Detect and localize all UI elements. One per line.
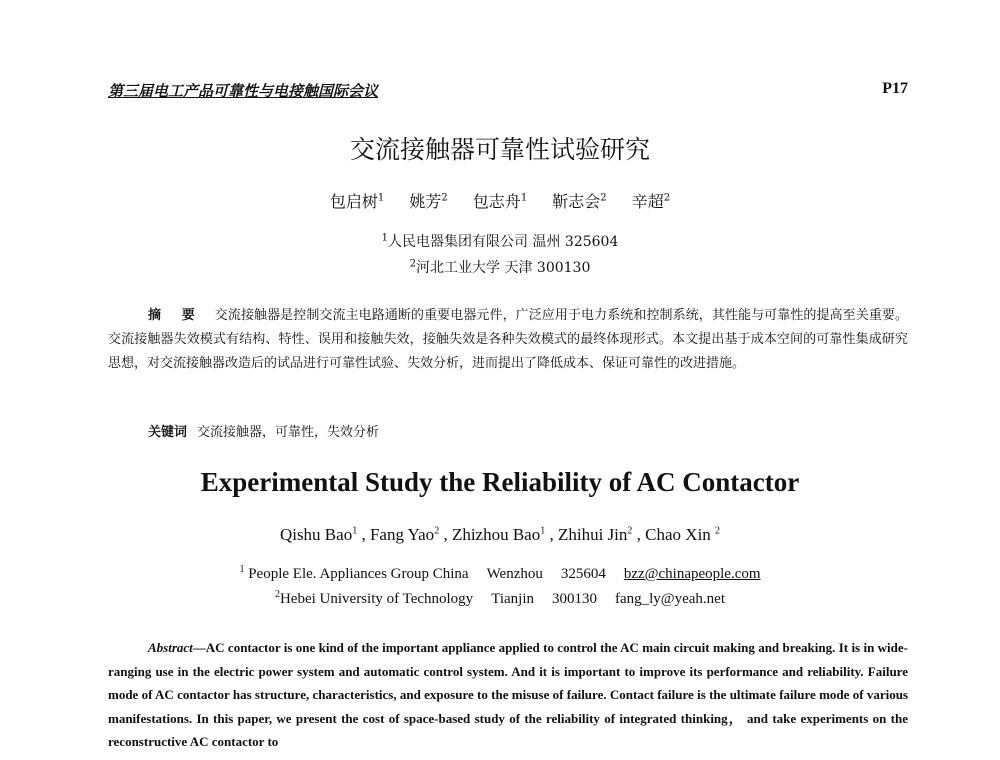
abstract-text: 交流接触器是控制交流主电路通断的重要电器元件，广泛应用于电力系统和控制系统，其性能与可靠性的提高至关重要。交流接触器失效模式有结构、特性、误用和接触失效，接触失效是各种失效模式的最终体现形式。本文提出基于成本空间的可靠性集成研究思想，对交流接触器改造后的试品进行可靠性试验、失效分析，进而提出了降低成本、保证可靠性的改进措施。 (108, 308, 908, 371)
author: 包启树$^1$ (329, 192, 385, 211)
author: 靳志会$^2$ (552, 192, 607, 211)
author: 辛超$^2$ (631, 192, 671, 211)
chinese-affiliation-2: $^2$河北工业大学 天津 300130 (409, 258, 591, 276)
keywords-text: 交流接触器，可靠性，失效分析 (197, 425, 380, 440)
english-title: Experimental Study the Reliability of AC Contactor (200, 467, 800, 497)
chinese-title: 交流接触器可靠性试验研究 (349, 135, 650, 164)
keywords-label: 关键词 (148, 425, 188, 440)
abstract-label: 摘 要 (148, 308, 203, 323)
page-number: P17 (882, 80, 908, 97)
chinese-affiliation-1: $^1$人民电器集团有限公司 温州 325604 (381, 232, 619, 250)
english-abstract: Abstract—AC contactor is one kind of the important appliance applied to control the AC main circuit making and breaking. It is in wide-ranging use in the electric power system and automatic control system. And it is important to improve its performance and reliability. Failure mode of AC contactor has structure, characteristics, and exposure to the misuse of failure. Contact failure is the ultimate failure mode of various manifestations. In this paper, we present the cost of space-based study of the reliability of integrated thinking， and take experiments on the reconstructive AC contactor to (108, 640, 908, 749)
email-link[interactable]: bzz@chinapeople.com (623, 566, 761, 582)
abstract-label: Abstract (148, 640, 193, 655)
chinese-authors (0, 189, 1000, 212)
english-affiliation-1: $^1$ People Ele. Appliances Group China Wenzhou 325604 bzz@chinapeople.com (239, 564, 761, 582)
abstract-text: AC contactor is one kind of the important appliance applied to control the AC main circuit making and breaking. It is in wide-ranging use in the electric power system and automatic control system. And it is important to improve its performance and reliability. Failure mode of AC contactor has structure, characteristics, and exposure to the misuse of failure. Contact failure is the ultimate failure mode of various manifestations. In this paper, we present the cost of space-based study of the reliability of integrated thinking， and take experiments on the reconstructive AC contactor to (108, 640, 908, 749)
conference-name: 第三届电工产品可靠性与电接触国际会议 (108, 82, 379, 100)
author: 姚芳$^2$ (409, 192, 448, 211)
chinese-abstract (108, 304, 908, 376)
page-header (108, 80, 908, 104)
chinese-keywords (148, 421, 908, 440)
email-text: fang_ly@yeah.net (614, 591, 726, 607)
english-authors: Qishu Bao$^1$ , Fang Yao$^2$ , Zhizhou Bao$^1$ , Zhihui Jin$^2$ , Chao Xin $^2$ (279, 525, 721, 544)
author: 包志舟$^1$ (472, 192, 528, 211)
english-affiliation-2: $^2$Hebei University of Technology Tianjin 300130 fang_ly@yeah.net (274, 589, 726, 607)
